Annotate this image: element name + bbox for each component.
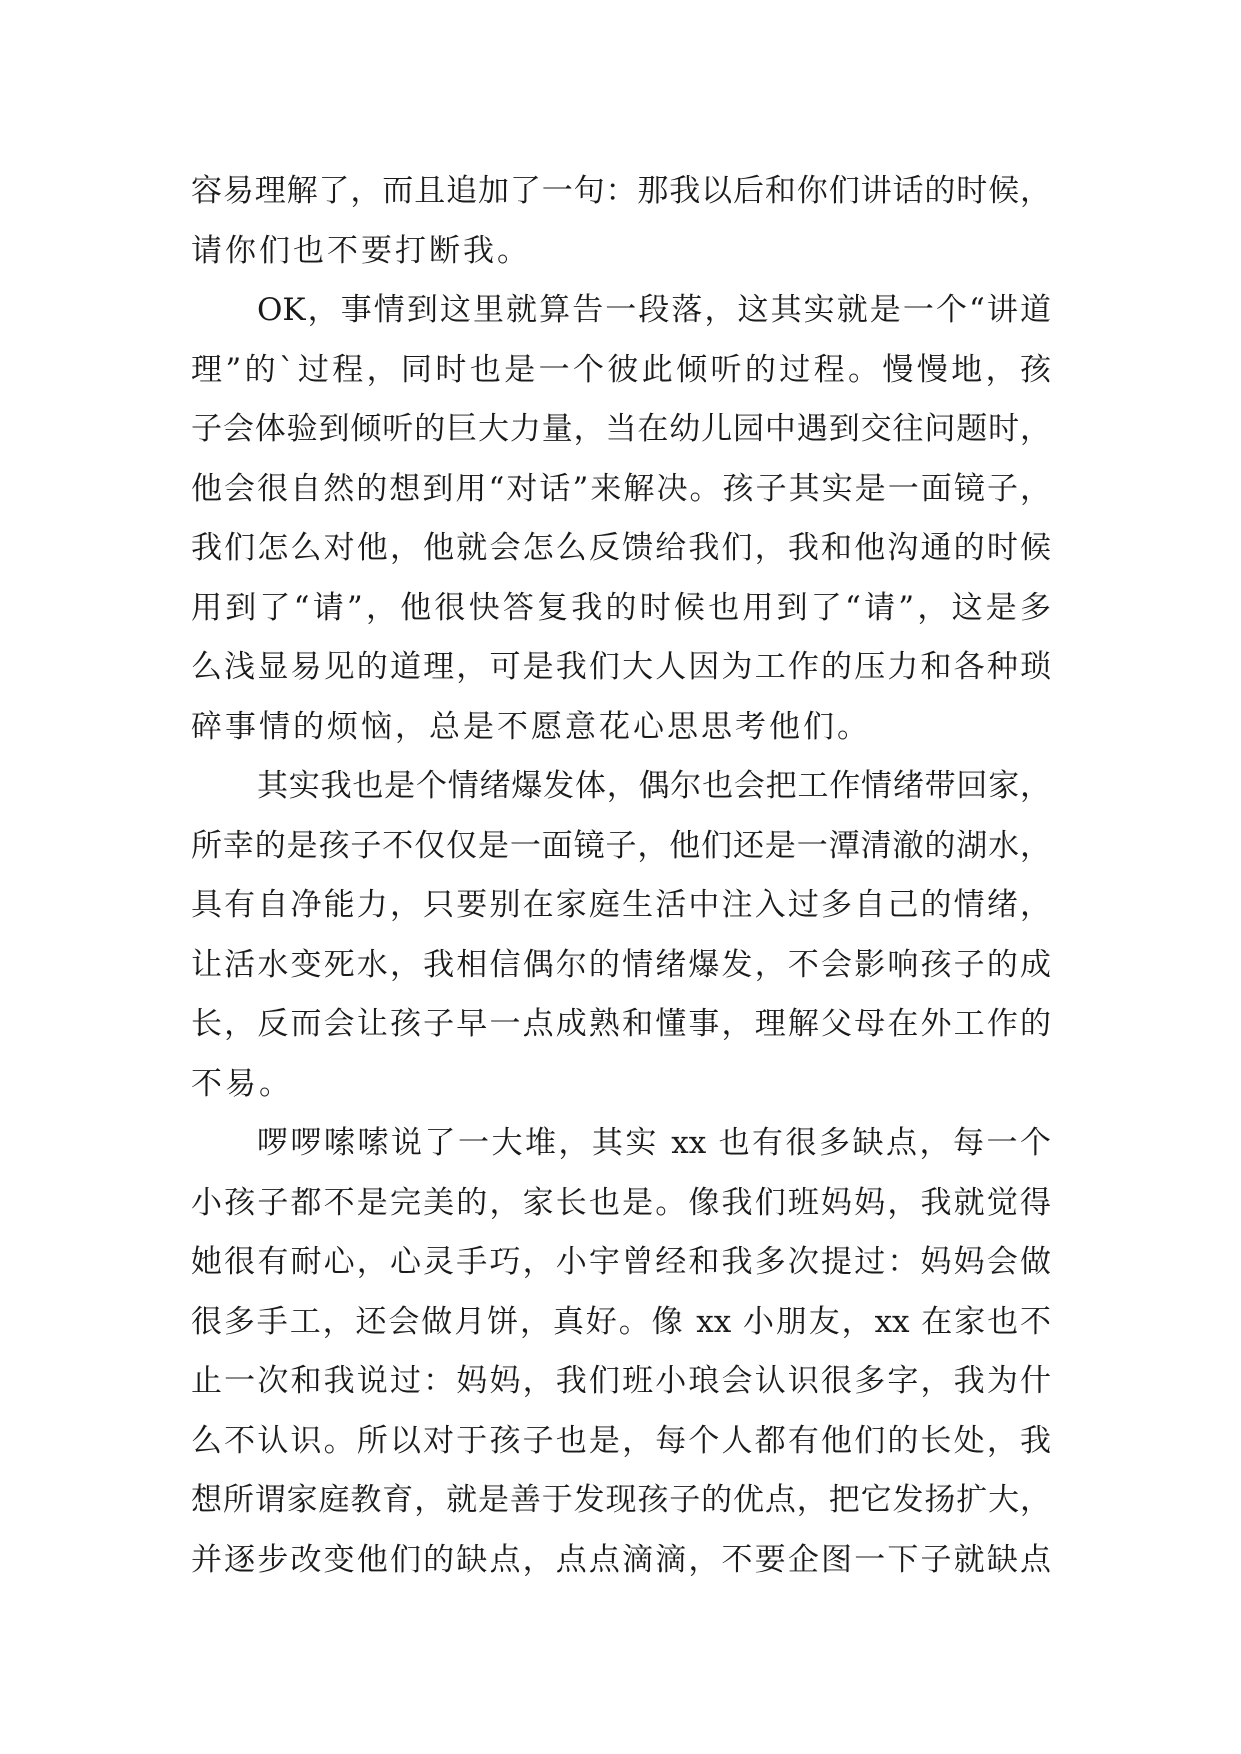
text-line: 具有自净能力，只要别在家庭生活中注入过多自己的情绪， (191, 887, 1051, 923)
text-line: 所幸的是孩子不仅仅是一面镜子，他们还是一潭清澈的湖水， (191, 827, 1051, 864)
text-line: 容易理解了，而且追加了一句：那我以后和你们讲话的时候， (191, 173, 1051, 209)
text-line: 么浅显易见的道理，可是我们大人因为工作的压力和各种琐 (191, 649, 1051, 685)
text-line: 子会体验到倾听的巨大力量，当在幼儿园中遇到交往问题时， (191, 411, 1051, 447)
text-line: 止一次和我说过：妈妈，我们班小琅会认识很多字，我为什 (191, 1363, 1051, 1399)
text-line: 让活水变死水，我相信偶尔的情绪爆发，不会影响孩子的成 (191, 946, 1051, 983)
text-line: 其实我也是个情绪爆发体，偶尔也会把工作情绪带回家， (257, 768, 1051, 804)
text-line: 理”的`过程，同时也是一个彼此倾听的过程。慢慢地，孩 (191, 351, 1051, 388)
text-line: 我们怎么对他，他就会怎么反馈给我们，我和他沟通的时候 (191, 530, 1051, 566)
text-line: 么不认识。所以对于孩子也是，每个人都有他们的长处，我 (191, 1422, 1051, 1459)
text-line: OK，事情到这里就算告一段落，这其实就是一个“讲道 (257, 292, 1051, 328)
text-line: 请你们也不要打断我。 (191, 232, 531, 269)
text-line: 啰啰嗦嗦说了一大堆，其实 xx 也有很多缺点，每一个 (257, 1125, 1051, 1161)
text-line: 想所谓家庭教育，就是善于发现孩子的优点，把它发扬扩大， (191, 1482, 1051, 1518)
text-line: 很多手工，还会做月饼，真好。像 xx 小朋友，xx 在家也不 (191, 1303, 1051, 1340)
text-line: 并逐步改变他们的缺点，点点滴滴，不要企图一下子就缺点 (191, 1541, 1051, 1578)
text-line: 长，反而会让孩子早一点成熟和懂事，理解父母在外工作的 (191, 1006, 1051, 1042)
text-line: 用到了“请”，他很快答复我的时候也用到了“请”，这是多 (191, 589, 1051, 626)
text-line: 不易。 (191, 1065, 293, 1102)
text-line: 碎事情的烦恼，总是不愿意花心思思考他们。 (191, 708, 871, 745)
document-body (191, 162, 1051, 1590)
text-line: 他会很自然的想到用“对话”来解决。孩子其实是一面镜子， (191, 470, 1051, 507)
text-line: 小孩子都不是完美的，家长也是。像我们班妈妈，我就觉得 (191, 1184, 1051, 1221)
text-line: 她很有耐心，心灵手巧，小宇曾经和我多次提过：妈妈会做 (191, 1244, 1051, 1280)
